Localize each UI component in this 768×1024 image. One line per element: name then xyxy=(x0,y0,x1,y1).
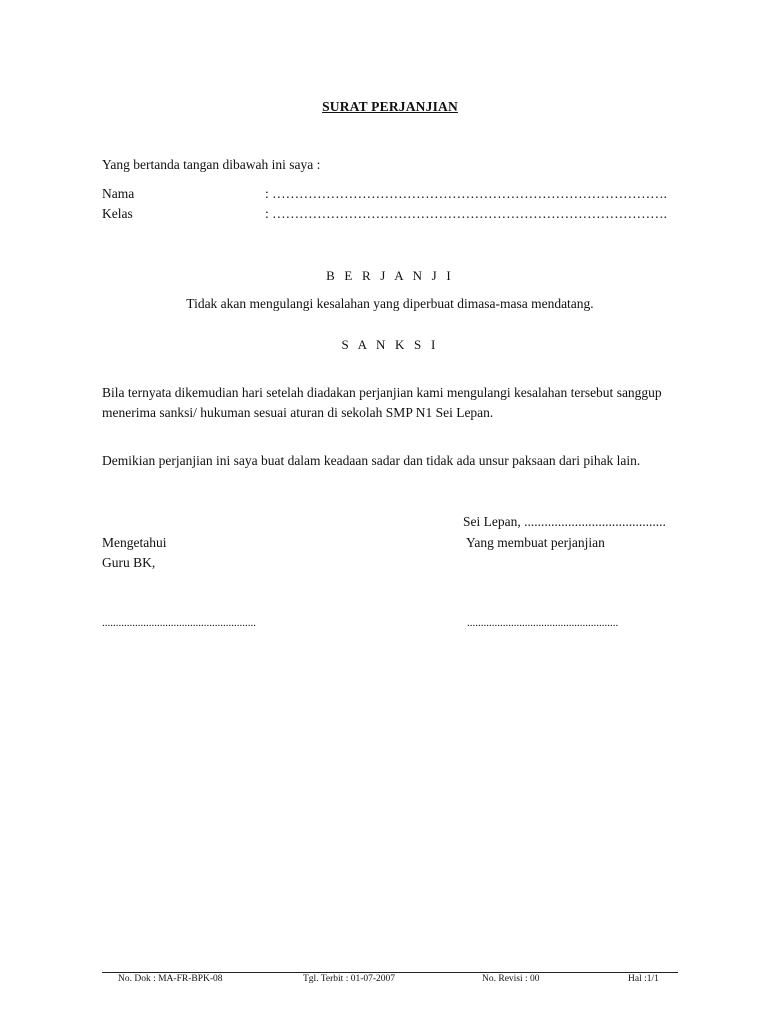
right-signature-title: Yang membuat perjanjian xyxy=(466,535,605,550)
footer-issue-date: Tgl. Terbit : 01-07-2007 xyxy=(303,974,396,984)
sanction-text-line-1: Bila ternyata dikemudian hari setelah diadakan perjanjian kami mengulangi kesalahan tersebut sanggup xyxy=(102,385,662,400)
footer-page-number: Hal :1/1 xyxy=(628,974,659,984)
field-label-kelas: Kelas xyxy=(102,206,133,221)
sanction-text-line-2: menerima sanksi/ hukuman sesuai aturan di sekolah SMP N1 Sei Lepan. xyxy=(102,405,494,420)
promise-heading: B E R J A N J I xyxy=(326,268,454,283)
footer-divider xyxy=(102,972,678,973)
sanction-heading: S A N K S I xyxy=(341,337,439,352)
right-signature-line: ....................................................... xyxy=(467,617,619,629)
field-value-nama: : ……………………………………………………………………………. xyxy=(265,186,668,201)
place-date: Sei Lepan, .......................................... xyxy=(463,514,666,529)
promise-text: Tidak akan mengulangi kesalahan yang diperbuat dimasa-masa mendatang. xyxy=(186,296,594,311)
footer-doc-number: No. Dok : MA-FR-BPK-08 xyxy=(118,974,223,984)
left-signature-role: Guru BK, xyxy=(102,555,156,570)
footer-revision: No. Revisi : 00 xyxy=(482,974,540,984)
field-value-kelas: : ……………………………………………………………………………. xyxy=(265,206,668,221)
left-signature-line: ........................................................ xyxy=(102,617,256,629)
field-label-nama: Nama xyxy=(102,186,135,201)
left-signature-title: Mengetahui xyxy=(102,535,167,550)
letter-title: SURAT PERJANJIAN xyxy=(322,99,458,114)
closing-text: Demikian perjanjian ini saya buat dalam keadaan sadar dan tidak ada unsur paksaan dari pihak lain. xyxy=(102,453,641,468)
intro-text: Yang bertanda tangan dibawah ini saya : xyxy=(102,157,321,172)
